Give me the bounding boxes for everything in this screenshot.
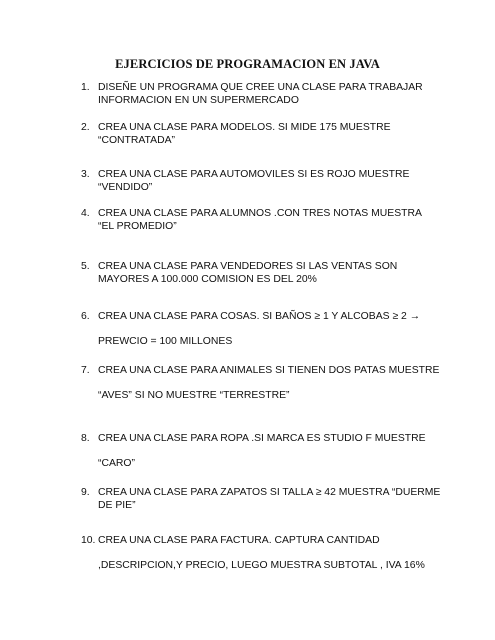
item-text-line: CREA UNA CLASE PARA ANIMALES SI TIENEN DOS PATAS MUESTRE: [98, 365, 440, 376]
item-text-line: CREA UNA CLASE PARA COSAS. SI BAÑOS ≥ 1 Y ALCOBAS ≥ 2 →: [98, 311, 421, 322]
item-text-line: DISEÑE UN PROGRAMA QUE CREE UNA CLASE PARA TRABAJAR: [98, 82, 423, 93]
item-text-line: “EL PROMEDIO”: [98, 221, 177, 232]
item-number: 1.: [81, 82, 90, 93]
list-item: [81, 534, 441, 572]
item-text-line: PREWCIO = 100 MILLONES: [98, 336, 233, 347]
list-item: [81, 121, 441, 147]
list-item: [81, 168, 441, 194]
item-text-line: ,DESCRIPCION,Y PRECIO, LUEGO MUESTRA SUBTOTAL , IVA 16%: [98, 560, 425, 571]
item-number: 8.: [81, 433, 90, 444]
item-text-line: CREA UNA CLASE PARA ROPA .SI MARCA ES STUDIO F MUESTRE: [98, 433, 426, 444]
item-text-line: CREA UNA CLASE PARA ZAPATOS SI TALLA ≥ 42 MUESTRA “DUERME: [98, 487, 441, 498]
item-text-line: DE PIE”: [98, 500, 136, 511]
item-text-line: CREA UNA CLASE PARA FACTURA. CAPTURA CANTIDAD: [98, 535, 380, 546]
list-item: [81, 310, 441, 348]
document-title: EJERCICIOS DE PROGRAMACION EN JAVA: [115, 57, 380, 71]
item-text-line: “CONTRATADA”: [98, 135, 175, 146]
item-number: 6.: [81, 311, 90, 322]
item-number: 7.: [81, 365, 90, 376]
item-number: 2.: [81, 122, 90, 133]
list-item: [81, 486, 441, 512]
list-item: [81, 260, 441, 286]
item-text-line: CREA UNA CLASE PARA MODELOS. SI MIDE 175 MUESTRE: [98, 122, 391, 133]
item-text-line: CREA UNA CLASE PARA AUTOMOVILES SI ES ROJO MUESTRE: [98, 169, 410, 180]
item-text-line: CREA UNA CLASE PARA VENDEDORES SI LAS VENTAS SON: [98, 261, 398, 272]
item-text-line: “VENDIDO”: [98, 182, 153, 193]
item-number: 10.: [81, 535, 96, 546]
list-item: [81, 207, 441, 233]
list-item: [81, 81, 441, 107]
item-text-line: CREA UNA CLASE PARA ALUMNOS .CON TRES NOTAS MUESTRA: [98, 208, 422, 219]
item-number: 5.: [81, 261, 90, 272]
list-item: [81, 364, 441, 402]
list-item: [81, 432, 441, 470]
item-number: 4.: [81, 208, 90, 219]
item-number: 3.: [81, 169, 90, 180]
item-text-line: “AVES” SI NO MUESTRE “TERRESTRE”: [98, 390, 290, 401]
item-number: 9.: [81, 487, 90, 498]
item-text-line: “CARO”: [98, 458, 135, 469]
item-text-line: MAYORES A 100.000 COMISION ES DEL 20%: [98, 274, 317, 285]
item-text-line: INFORMACION EN UN SUPERMERCADO: [98, 95, 299, 106]
